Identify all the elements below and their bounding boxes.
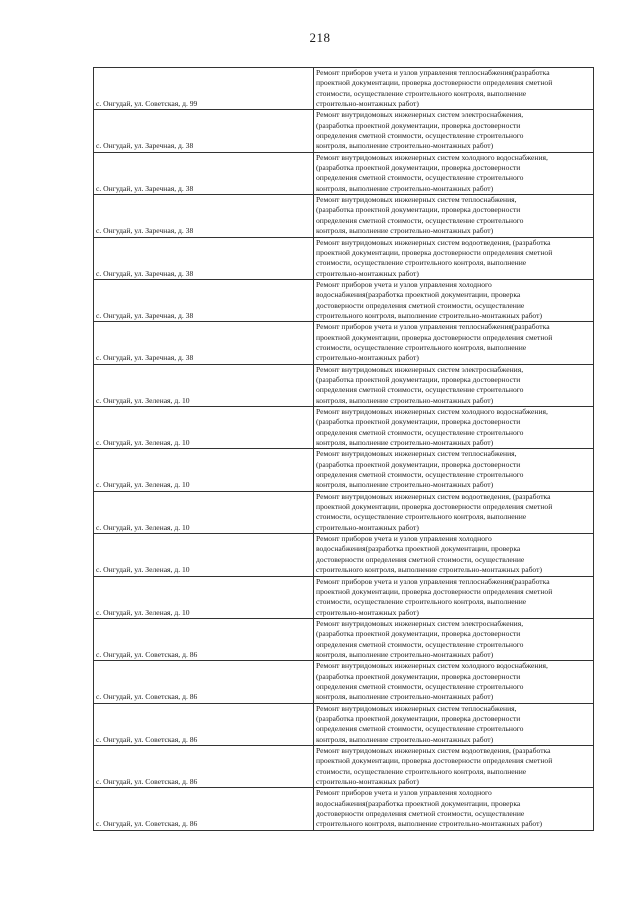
table-row: [94, 449, 594, 491]
work-description-cell: Ремонт внутридомовых инженерных систем холодного водоснабжения, (разработка проектной документации, проверка достоверности определения сметной стоимости, осуществление строительного контроля, выполнение строительно-монтажных работ): [314, 407, 594, 449]
work-description-cell: Ремонт внутридомовых инженерных систем водоотведения, (разработка проектной документации, проверка достоверности определения сметной стоимости, осуществление строительного контроля, выполнение строительно-монтажных работ): [314, 746, 594, 788]
table-row: [94, 491, 594, 533]
work-description-cell: Ремонт внутридомовых инженерных систем теплоснабжения, (разработка проектной документации, проверка достоверности определения сметной стоимости, осуществление строительного контроля, выполнение строительно-монтажных работ): [314, 703, 594, 745]
address-cell: с. Онгудай, ул. Заречная, д. 38: [94, 237, 314, 279]
table-row: [94, 407, 594, 449]
address-cell: с. Онгудай, ул. Зеленая, д. 10: [94, 364, 314, 406]
table-row: [94, 703, 594, 745]
work-description-cell: Ремонт внутридомовых инженерных систем электроснабжения, (разработка проектной документации, проверка достоверности определения сметной стоимости, осуществление строительного контроля, выполнение строительно-монтажных работ): [314, 618, 594, 660]
table-row: [94, 534, 594, 576]
table-row: [94, 618, 594, 660]
table-row: [94, 68, 594, 110]
work-description-cell: Ремонт внутридомовых инженерных систем электроснабжения, (разработка проектной документации, проверка достоверности определения сметной стоимости, осуществление строительного контроля, выполнение строительно-монтажных работ): [314, 110, 594, 152]
table-row: [94, 576, 594, 618]
table-row: [94, 364, 594, 406]
work-description-cell: Ремонт приборов учета и узлов управления теплоснабжения(разработка проектной документации, проверка достоверности определения сметной стоимости, осуществление строительного контроля, выполнение строительно-монтажных работ): [314, 68, 594, 110]
table-row: [94, 152, 594, 194]
address-cell: с. Онгудай, ул. Заречная, д. 38: [94, 152, 314, 194]
work-description-cell: Ремонт внутридомовых инженерных систем водоотведения, (разработка проектной документации, проверка достоверности определения сметной стоимости, осуществление строительного контроля, выполнение строительно-монтажных работ): [314, 491, 594, 533]
table-row: [94, 279, 594, 321]
address-cell: с. Онгудай, ул. Заречная, д. 38: [94, 195, 314, 237]
table-row: [94, 237, 594, 279]
work-description-cell: Ремонт внутридомовых инженерных систем теплоснабжения, (разработка проектной документации, проверка достоверности определения сметной стоимости, осуществление строительного контроля, выполнение строительно-монтажных работ): [314, 449, 594, 491]
address-cell: с. Онгудай, ул. Зеленая, д. 10: [94, 534, 314, 576]
work-description-cell: Ремонт внутридомовых инженерных систем теплоснабжения, (разработка проектной документации, проверка достоверности определения сметной стоимости, осуществление строительного контроля, выполнение строительно-монтажных работ): [314, 195, 594, 237]
work-description-cell: Ремонт приборов учета и узлов управления теплоснабжения(разработка проектной документации, проверка достоверности определения сметной стоимости, осуществление строительного контроля, выполнение строительно-монтажных работ): [314, 322, 594, 364]
address-cell: с. Онгудай, ул. Заречная, д. 38: [94, 322, 314, 364]
work-description-cell: Ремонт приборов учета и узлов управления холодного водоснабжения(разработка проектной документации, проверка достоверности определения сметной стоимости, осуществление строительного контроля, выполнение строительно-монтажных работ): [314, 788, 594, 830]
address-cell: с. Онгудай, ул. Зеленая, д. 10: [94, 491, 314, 533]
table-row: [94, 746, 594, 788]
address-cell: с. Онгудай, ул. Зеленая, д. 10: [94, 449, 314, 491]
address-cell: с. Онгудай, ул. Советская, д. 86: [94, 703, 314, 745]
address-cell: с. Онгудай, ул. Зеленая, д. 10: [94, 576, 314, 618]
work-description-cell: Ремонт внутридомовых инженерных систем водоотведения, (разработка проектной документации, проверка достоверности определения сметной стоимости, осуществление строительного контроля, выполнение строительно-монтажных работ): [314, 237, 594, 279]
table-row: [94, 322, 594, 364]
address-cell: с. Онгудай, ул. Советская, д. 86: [94, 746, 314, 788]
address-cell: с. Онгудай, ул. Советская, д. 86: [94, 661, 314, 703]
table-row: [94, 661, 594, 703]
work-description-cell: Ремонт приборов учета и узлов управления холодного водоснабжения(разработка проектной документации, проверка достоверности определения сметной стоимости, осуществление строительного контроля, выполнение строительно-монтажных работ): [314, 279, 594, 321]
works-table-body: [94, 68, 594, 831]
address-cell: с. Онгудай, ул. Зеленая, д. 10: [94, 407, 314, 449]
address-cell: с. Онгудай, ул. Советская, д. 86: [94, 618, 314, 660]
work-description-cell: Ремонт внутридомовых инженерных систем электроснабжения, (разработка проектной документации, проверка достоверности определения сметной стоимости, осуществление строительного контроля, выполнение строительно-монтажных работ): [314, 364, 594, 406]
table-row: [94, 110, 594, 152]
work-description-cell: Ремонт внутридомовых инженерных систем холодного водоснабжения, (разработка проектной документации, проверка достоверности определения сметной стоимости, осуществление строительного контроля, выполнение строительно-монтажных работ): [314, 661, 594, 703]
address-cell: с. Онгудай, ул. Советская, д. 99: [94, 68, 314, 110]
table-row: [94, 195, 594, 237]
work-description-cell: Ремонт приборов учета и узлов управления теплоснабжения(разработка проектной документации, проверка достоверности определения сметной стоимости, осуществление строительного контроля, выполнение строительно-монтажных работ): [314, 576, 594, 618]
work-description-cell: Ремонт приборов учета и узлов управления холодного водоснабжения(разработка проектной документации, проверка достоверности определения сметной стоимости, осуществление строительного контроля, выполнение строительно-монтажных работ): [314, 534, 594, 576]
address-cell: с. Онгудай, ул. Заречная, д. 38: [94, 279, 314, 321]
works-table: [93, 67, 594, 831]
table-row: [94, 788, 594, 830]
page-number: 218: [309, 30, 331, 45]
address-cell: с. Онгудай, ул. Заречная, д. 38: [94, 110, 314, 152]
work-description-cell: Ремонт внутридомовых инженерных систем холодного водоснабжения, (разработка проектной документации, проверка достоверности определения сметной стоимости, осуществление строительного контроля, выполнение строительно-монтажных работ): [314, 152, 594, 194]
address-cell: с. Онгудай, ул. Советская, д. 86: [94, 788, 314, 830]
